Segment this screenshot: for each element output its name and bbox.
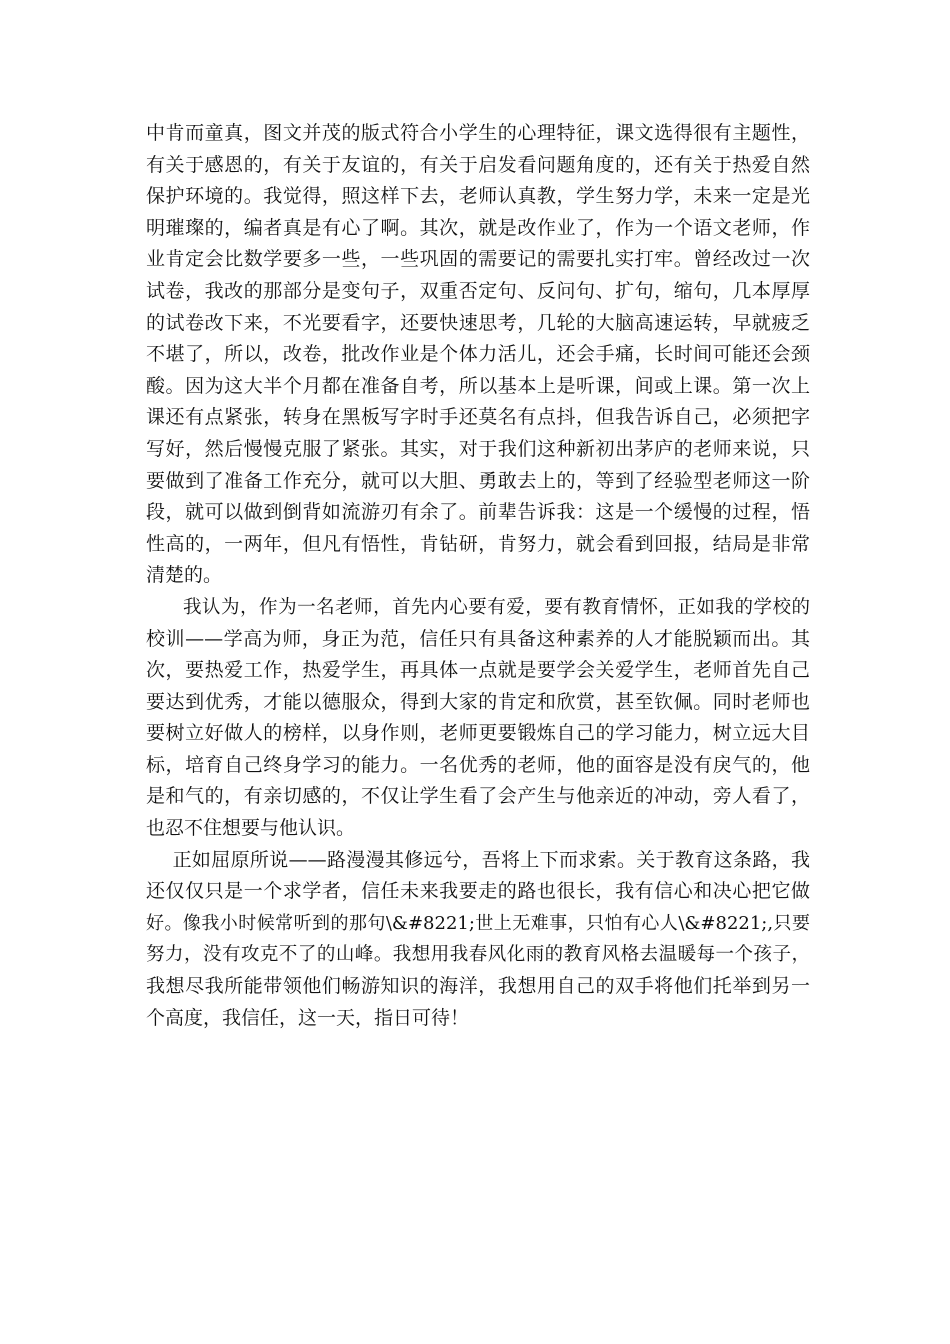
text-line: 写好，然后慢慢克服了紧张。其实，对于我们这种新初出茅庐的老师来说，只 (146, 437, 810, 460)
text-line: 保护环境的。我觉得，照这样下去，老师认真教，学生努力学，未来一定是光 (146, 185, 810, 208)
text-line: 也忍不住想要与他认识。 (146, 817, 356, 840)
text-line: 中肯而童真，图文并茂的版式符合小学生的心理特征，课文选得很有主题性， (146, 122, 810, 144)
text-line: 要做到了准备工作充分，就可以大胆、勇敢去上的，等到了经验型老师这一阶 (146, 469, 810, 492)
paragraph-2 (146, 592, 810, 845)
text-line: 课还有点紧张，转身在黑板写字时手还莫名有点抖，但我告诉自己，必须把字 (146, 406, 810, 429)
text-line: 清楚的。 (146, 564, 223, 587)
text-line: 试卷，我改的那部分是变句子，双重否定句、反问句、扩句，缩句，几本厚厚 (146, 279, 810, 302)
text-line: 努力，没有攻克不了的山峰。我想用我春风化雨的教育风格去温暖每一个孩子， (146, 944, 810, 966)
text-line: 我想尽我所能带领他们畅游知识的海洋，我想用自己的双手将他们托举到另一 (146, 975, 810, 998)
text-line: 性高的，一两年，但凡有悟性，肯钻研，肯努力，就会看到回报，结局是非常 (146, 532, 810, 555)
text-line: 好。像我小时候常听到的那句\&#8221;世上无难事，只怕有心人\&#8221;,只要 (146, 912, 810, 934)
text-line: 正如屈原所说——路漫漫其修远兮，吾将上下而求索。关于教育这条路，我 (172, 848, 810, 871)
text-line: 还仅仅只是一个求学者，信任未来我要走的路也很长，我有信心和决心把它做 (146, 880, 810, 903)
text-line: 有关于感恩的，有关于友谊的，有关于启发看问题角度的，还有关于热爱自然 (146, 153, 810, 176)
text-line: 是和气的，有亲切感的，不仅让学生看了会产生与他亲近的冲动，旁人看了， (146, 785, 810, 808)
text-line: 的试卷改下来，不光要看字，还要快速思考，几轮的大脑高速运转，早就疲乏 (146, 311, 810, 334)
paragraph-3 (146, 845, 810, 1035)
text-line: 酸。因为这大半个月都在准备自考，所以基本上是听课，间或上课。第一次上 (146, 374, 810, 397)
text-line: 段，就可以做到倒背如流游刃有余了。前辈告诉我：这是一个缓慢的过程，悟 (146, 501, 810, 524)
text-line: 业肯定会比数学要多一些，一些巩固的需要记的需要扎实打牢。曾经改过一次 (146, 248, 810, 271)
text-line: 标，培育自己终身学习的能力。一名优秀的老师，他的面容是没有戾气的，他 (146, 753, 810, 776)
text-line: 要树立好做人的榜样，以身作则，老师更要锻炼自己的学习能力，树立远大目 (146, 722, 810, 745)
text-line: 要达到优秀，才能以德服众，得到大家的肯定和欣赏，甚至钦佩。同时老师也 (146, 690, 810, 713)
text-line: 明璀璨的，编者真是有心了啊。其次，就是改作业了，作为一个语文老师，作 (146, 216, 810, 239)
document-body (146, 118, 810, 1034)
text-line: 我认为，作为一名老师，首先内心要有爱，要有教育情怀，正如我的学校的 (183, 596, 810, 618)
text-line: 个高度，我信任，这一天，指日可待！ (146, 1006, 470, 1029)
text-line: 不堪了，所以，改卷，批改作业是个体力活儿，还会手痛，长时间可能还会颈 (146, 343, 810, 366)
paragraph-1 (146, 118, 810, 592)
text-line: 次，要热爱工作，热爱学生，再具体一点就是要学会关爱学生，老师首先自己 (146, 659, 810, 682)
text-line: 校训——学高为师，身正为范，信任只有具备这种素养的人才能脱颖而出。其 (146, 627, 810, 650)
